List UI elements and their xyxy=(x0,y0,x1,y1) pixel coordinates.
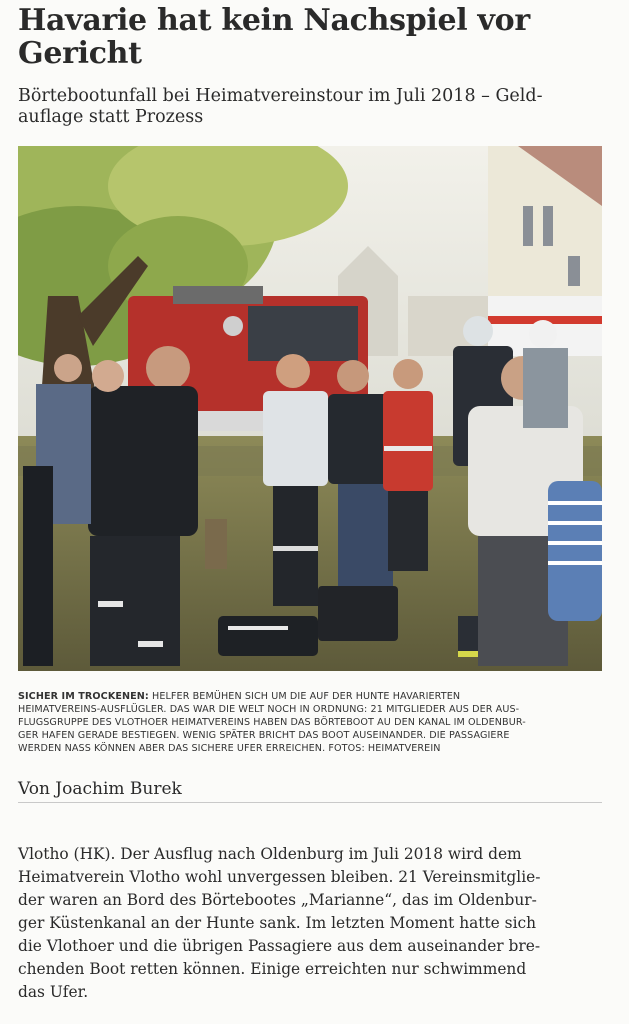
caption-line-1: HELFER BEMÜHEN SICH UM DIE AUF DER HUNTE HAVARIERTEN xyxy=(148,691,461,702)
photo-rescue-scene-icon xyxy=(18,146,602,671)
caption-line-5: WERDEN NASS KÖNNEN ABER DAS SICHERE UFER ERREICHEN. FOTOS: HEIMATVEREIN xyxy=(18,743,441,754)
headline-line-2: Gericht xyxy=(18,36,142,71)
headline-line-1: Havarie hat kein Nachspiel vor xyxy=(18,3,530,38)
body-line: chenden Boot retten können. Einige erreichten nur schwimmend xyxy=(18,960,527,978)
caption-line-3: FLUGSGRUPPE DES VLOTHOER HEIMATVEREINS HABEN DAS BÖRTEBOOT AU DEN KANAL IM OLDENBUR- xyxy=(18,717,526,728)
body-line: Heimatverein Vlotho wohl unvergessen bleiben. 21 Vereinsmitglie- xyxy=(18,868,541,886)
byline: Von Joachim Burek xyxy=(18,779,182,799)
caption-line-4: GER HAFEN GERADE BESTIEGEN. WENIG SPÄTER BRICHT DAS BOOT AUSEINANDER. DIE PASSAGIERE xyxy=(18,730,510,741)
caption-label: SICHER IM TROCKENEN: xyxy=(18,691,149,702)
photo-caption xyxy=(18,690,602,755)
article-photo xyxy=(18,146,602,671)
subhead-line-1: Börtebootunfall bei Heimatvereinstour im Juli 2018 – Geld- xyxy=(18,86,543,106)
article-page xyxy=(18,0,602,1024)
article-body xyxy=(18,843,602,1004)
subheadline xyxy=(18,86,602,128)
body-line: das Ufer. xyxy=(18,983,89,1001)
divider xyxy=(18,802,602,803)
subhead-line-2: auflage statt Prozess xyxy=(18,107,204,127)
body-line: die Vlothoer und die übrigen Passagiere aus dem auseinander bre- xyxy=(18,937,541,955)
headline xyxy=(18,4,602,70)
body-line: ger Küstenkanal an der Hunte sank. Im letzten Moment hatte sich xyxy=(18,914,537,932)
caption-line-2: HEIMATVEREINS-AUSFLÜGLER. DAS WAR DIE WELT NOCH IN ORDNUNG: 21 MITGLIEDER AUS DER AUS- xyxy=(18,704,520,715)
body-line: der waren an Bord des Börtebootes „Marianne“, das im Oldenbur- xyxy=(18,891,537,909)
body-line: Vlotho (HK). Der Ausflug nach Oldenburg im Juli 2018 wird dem xyxy=(18,845,522,863)
